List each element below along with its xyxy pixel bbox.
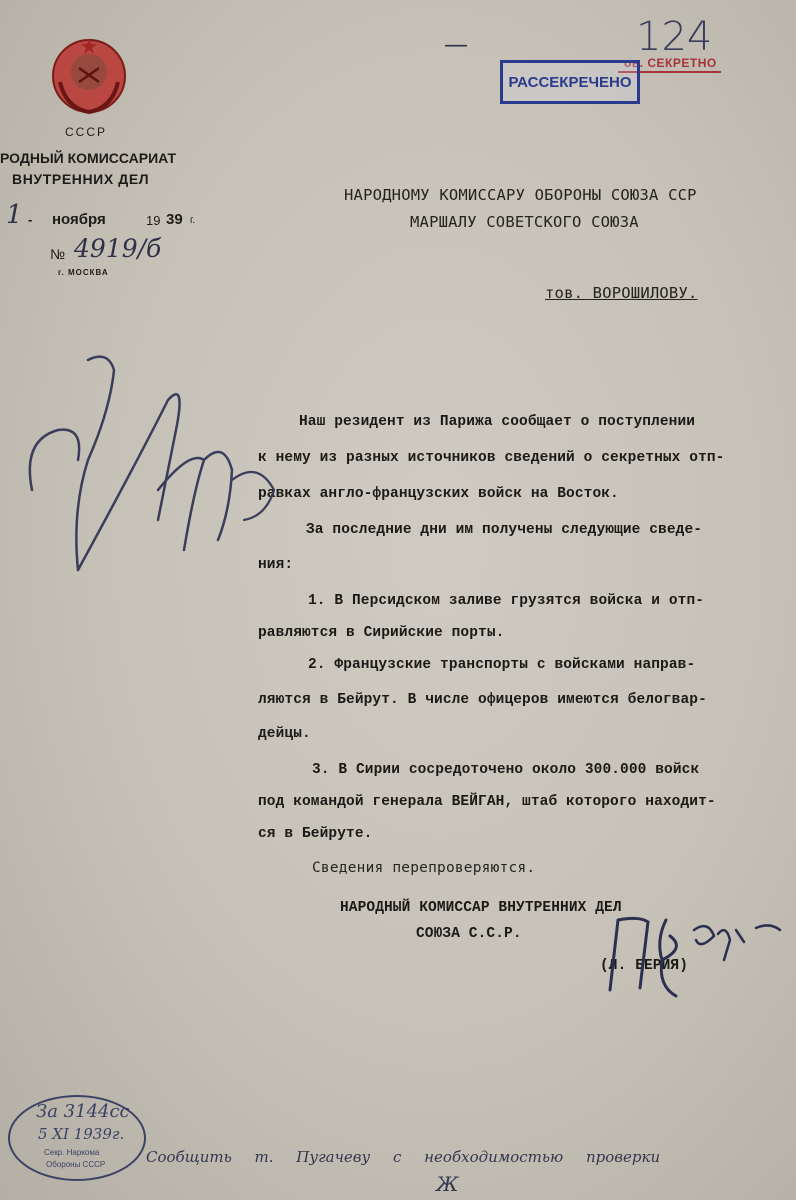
signature-name: (Л. БЕРИЯ) xyxy=(600,958,689,974)
body-item2-line3: дейцы. xyxy=(258,726,311,742)
resolution-initial: Ж xyxy=(436,1172,459,1196)
date-g: г. xyxy=(190,215,196,226)
body-p2-line1: За последние дни им получены следующие сведе- xyxy=(306,522,703,538)
date-month: ноября xyxy=(52,211,106,228)
registration-date: 5 XI 1939г. xyxy=(38,1125,125,1143)
resolution-note: Сообщить т. Пугачеву с необходимостью проверки xyxy=(146,1148,661,1166)
registration-stamp xyxy=(8,1095,146,1181)
registration-org-line2: Обороны СССР xyxy=(46,1160,106,1169)
state-emblem-icon xyxy=(46,32,132,118)
document-number: 4919/б xyxy=(74,234,162,263)
body-item2-line1: 2. Французские транспорты с войсками направ- xyxy=(308,657,696,673)
letterhead-org-line1: РОДНЫЙ КОМИССАРИАТ xyxy=(0,150,177,166)
body-closing: Сведения перепроверяются. xyxy=(312,860,536,876)
signature-line2: СОЮЗА С.С.Р. xyxy=(416,926,522,942)
addressee-line2: МАРШАЛУ СОВЕТСКОГО СОЮЗА xyxy=(410,213,639,231)
number-prefix: № xyxy=(50,246,66,262)
body-p2-line2: ния: xyxy=(258,557,294,573)
body-item2-line2: ляются в Бейрут. В числе офицеров имеются белогвар- xyxy=(258,692,707,708)
body-p1-line1: Наш резидент из Парижа сообщает о поступлении xyxy=(299,414,696,430)
declassified-stamp: РАССЕКРЕЧЕНО xyxy=(500,60,640,104)
addressee-line1: НАРОДНОМУ КОМИССАРУ ОБОРОНЫ СОЮЗА ССР xyxy=(344,186,697,204)
signature-line1: НАРОДНЫЙ КОМИССАР ВНУТРЕННИХ ДЕЛ xyxy=(340,900,622,916)
body-item3-line3: ся в Бейруте. xyxy=(258,826,373,842)
body-item1-line2: равляются в Сирийские порты. xyxy=(258,625,505,641)
body-p1-line3: равках англо-французских войск на Восток. xyxy=(258,486,619,502)
letterhead-country: СССР xyxy=(65,125,108,139)
date-year-prefix: 19 xyxy=(146,213,161,228)
date-day: 1 xyxy=(6,200,23,230)
date-dash: - xyxy=(28,212,33,227)
dash-mark: — xyxy=(444,30,468,58)
body-p1-line2: к нему из разных источников сведений о секретных отп- xyxy=(258,450,725,466)
registration-org-line1: Секр. Наркома xyxy=(44,1148,100,1157)
body-item1-line1: 1. В Персидском заливе грузятся войска и отп- xyxy=(308,593,705,609)
letterhead-city: г. МОСКВА xyxy=(58,268,109,277)
body-item3-line2: под командой генерала ВЕЙГАН, штаб которого находит- xyxy=(258,794,716,810)
secret-stamp: ов. СЕКРЕТНО xyxy=(618,56,721,73)
date-year-suffix: 39 xyxy=(166,211,183,228)
handwritten-signature-icon xyxy=(596,900,796,1010)
addressee-line3: тов. ВОРОШИЛОВУ. xyxy=(545,284,698,302)
handwritten-resolution-icon xyxy=(18,340,288,600)
sheet-number: 124 xyxy=(636,14,713,60)
letterhead-org-line2: ВНУТРЕННИХ ДЕЛ xyxy=(12,171,150,187)
body-item3-line1: 3. В Сирии сосредоточено около 300.000 войск xyxy=(312,762,700,778)
registration-number: За 3144сс xyxy=(36,1101,130,1122)
